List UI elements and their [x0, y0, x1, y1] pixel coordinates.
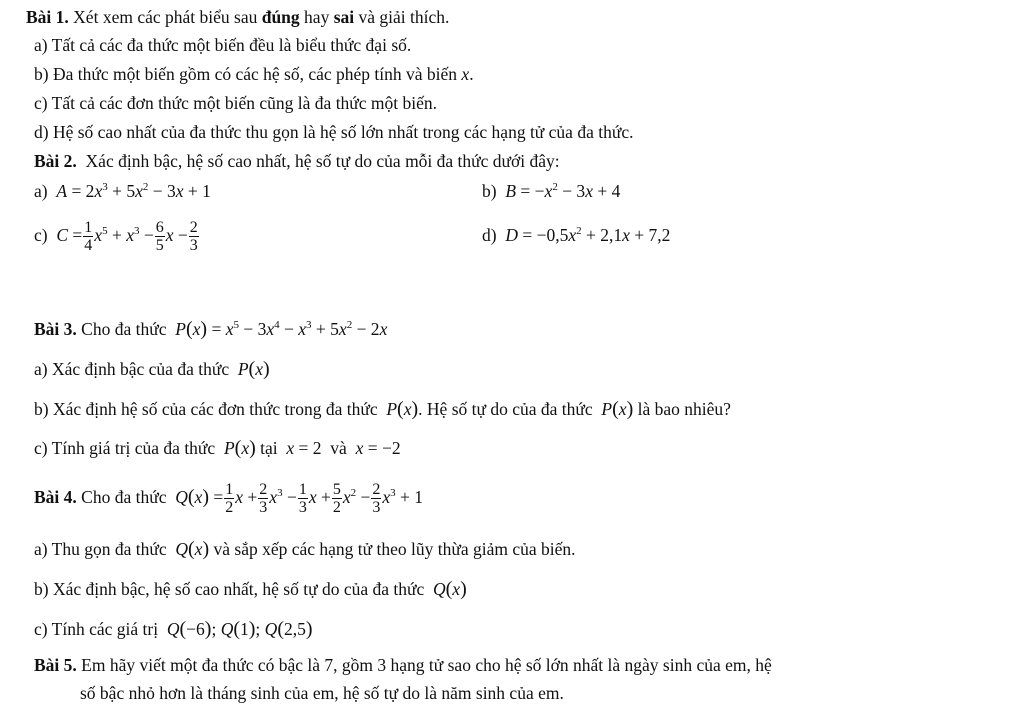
bai2-heading: Bài 2. Xác định bậc, hệ số cao nhất, hệ số tự do của mỗi đa thức dưới đây: — [34, 151, 560, 171]
formula-p: $P(x) = x^5 - 3x^4 - x^3 + 5x^2 - 2x$ — [170, 318, 388, 340]
bai2-b: b) $B = -x^2 - 3x + 4$ — [482, 181, 621, 201]
bai2-a: a) $A = 2x^3 + 5x^2 - 3x + 1$ — [34, 181, 211, 201]
bai5-line2: số bậc nhỏ hơn là tháng sinh của em, hệ số tự do là năm sinh của em. — [80, 683, 564, 703]
bai5-line1: Bài 5. Em hãy viết một đa thức có bậc là 7, gồm 3 hạng tử sao cho hệ số lớn nhất là ngày sinh của em, hệ — [34, 655, 772, 675]
bai1-d: d) Hệ số cao nhất của đa thức thu gọn là hệ số lớn nhất trong các hạng tử của đa thức. — [34, 122, 634, 142]
bai4-b: b) Xác định bậc, hệ số cao nhất, hệ số tự do của đa thức Q(x) — [34, 578, 467, 600]
formula-q: Q(x) = $\frac{1}{2}$ x + $\frac{2}{3}$ $x^3$ − $\frac{1}{3}$ x + $\frac{5}{2}$ $x^2$ − $\frac{2}{3}$ $x^3 + 1$ — [170, 481, 424, 517]
formula-d: $D = -0,5x^2 + 2,1x + 7,2$ — [500, 225, 671, 245]
bai1-c: c) Tất cả các đơn thức một biến cũng là đa thức một biến. — [34, 93, 438, 113]
bai3-a: a) Xác định bậc của đa thức P(x) — [34, 358, 270, 380]
bai3-b: b) Xác định hệ số của các đơn thức trong đa thức P(x). Hệ số tự do của đa thức P(x) là bao nhiêu? — [34, 398, 731, 420]
formula-b: $B = -x^2 - 3x + 4$ — [500, 181, 621, 201]
bai1-b: b) Đa thức một biến gồm có các hệ số, các phép tính và biến x. — [34, 64, 474, 84]
formula-a: $A = 2x^3 + 5x^2 - 3x + 1$ — [51, 181, 211, 201]
bai3-heading: Bài 3. Cho đa thức $P(x) = x^5 - 3x^4 - x^3 + 5x^2 - 2x$ — [34, 318, 388, 340]
formula-c: C = $\frac{1}{4}$ $x^5 + x^3$ − $\frac{6}{5}$ x − $\frac{2}{3}$ — [51, 219, 198, 255]
bai4-a: a) Thu gọn đa thức Q(x) và sắp xếp các hạng tử theo lũy thừa giảm của biến. — [34, 538, 576, 560]
bai4-heading: Bài 4. Cho đa thức Q(x) = $\frac{1}{2}$ x + $\frac{2}{3}$ $x^3$ − $\frac{1}{3}$ x + $\frac{5}{2}$ $x^2$ − $\frac{2}{3}$ $x^3 + 1$ — [34, 481, 424, 517]
bai1-a: a) Tất cả các đa thức một biến đều là biểu thức đại số. — [34, 35, 412, 55]
bai4-c: c) Tính các giá trị Q(−6); Q(1); Q(2,5) — [34, 618, 313, 640]
bai2-d: d) $D = -0,5x^2 + 2,1x + 7,2$ — [482, 225, 671, 245]
bai2-c: c) C = $\frac{1}{4}$ $x^5 + x^3$ − $\frac{6}{5}$ x − $\frac{2}{3}$ — [34, 219, 198, 255]
bai3-c: c) Tính giá trị của đa thức P(x) tại x = 2 và x = −2 — [34, 437, 401, 459]
bai1-heading: Bài 1. Xét xem các phát biểu sau đúng hay sai và giải thích. — [26, 7, 450, 27]
